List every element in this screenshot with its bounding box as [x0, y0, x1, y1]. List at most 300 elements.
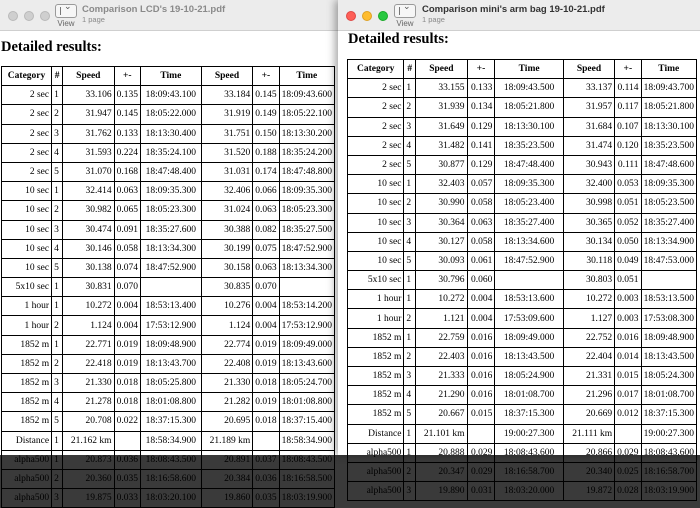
table-cell: 0.117 — [615, 98, 641, 117]
table-cell: 18:47:52.900 — [279, 239, 334, 258]
table-row — [2, 450, 335, 469]
table-cell: 0.036 — [253, 469, 279, 488]
table-cell: 18:37:15.300 — [140, 412, 201, 431]
table-cell: 0.037 — [253, 450, 279, 469]
page-heading: Detailed results: — [348, 31, 449, 47]
table-cell: 0.019 — [253, 354, 279, 373]
table-row — [2, 297, 335, 316]
table-cell: 18:35:24.100 — [140, 143, 201, 162]
column-header: # — [404, 60, 416, 79]
table-cell: 30.831 — [63, 278, 114, 297]
view-label: View — [396, 19, 414, 28]
table-cell: 30.138 — [63, 258, 114, 277]
table-cell: 0.150 — [253, 124, 279, 143]
table-cell: 0.141 — [467, 136, 495, 155]
table-cell: 0.016 — [467, 386, 495, 405]
table-cell: 2 sec — [348, 155, 404, 174]
table-cell: 18:09:43.700 — [641, 79, 696, 98]
table-cell: 19:00:27.300 — [495, 424, 564, 443]
table-cell: 4 — [404, 136, 416, 155]
table-row — [2, 220, 335, 239]
table-cell: 18:13:43.500 — [495, 347, 564, 366]
column-header: +- — [114, 67, 140, 86]
table-row — [348, 175, 697, 194]
table-cell: 18:13:34.300 — [279, 258, 334, 277]
table-cell: 18:37:15.400 — [279, 412, 334, 431]
table-row — [348, 462, 697, 481]
table-cell: 18:01:08.700 — [641, 386, 696, 405]
table-cell: 1 hour — [348, 309, 404, 328]
table-cell: 0.120 — [615, 136, 641, 155]
table-row — [348, 98, 697, 117]
table-cell: 1852 m — [348, 328, 404, 347]
table-cell: 18:58:34.900 — [279, 431, 334, 450]
table-cell: 5 — [404, 155, 416, 174]
table-cell: 18:01:08.800 — [140, 393, 201, 412]
table-cell: 1 — [52, 431, 63, 450]
table-cell: 18:47:53.000 — [641, 251, 696, 270]
table-cell: 1 — [404, 271, 416, 290]
window-controls — [346, 11, 388, 21]
table-cell: 3 — [404, 482, 416, 501]
table-cell: 10 sec — [2, 258, 52, 277]
table-cell: 20.667 — [416, 405, 467, 424]
table-cell: 18:16:58.500 — [279, 469, 334, 488]
table-cell: 22.403 — [416, 347, 467, 366]
table-cell: 10 sec — [2, 201, 52, 220]
page-heading: Detailed results: — [1, 39, 102, 55]
table-cell: 18:35:27.600 — [140, 220, 201, 239]
table-cell: 18:13:43.600 — [279, 354, 334, 373]
results-table — [1, 66, 335, 508]
table-cell: 10 sec — [2, 220, 52, 239]
table-cell: 18:08:43.600 — [641, 443, 696, 462]
table-cell: 2 sec — [348, 79, 404, 98]
table-cell: 33.137 — [563, 79, 614, 98]
table-cell: 1 — [52, 86, 63, 105]
table-row — [348, 136, 697, 155]
table-cell: 18:05:23.300 — [279, 201, 334, 220]
table-cell: 30.943 — [563, 155, 614, 174]
table-cell: 2 sec — [2, 124, 52, 143]
table-row — [348, 290, 697, 309]
table-cell: 3 — [52, 374, 63, 393]
table-cell: 18:53:14.200 — [279, 297, 334, 316]
table-cell: 1 hour — [2, 316, 52, 335]
table-cell: 33.184 — [201, 86, 252, 105]
table-cell: 10.276 — [201, 297, 252, 316]
table-cell: 0.022 — [114, 412, 140, 431]
table-cell: 22.408 — [201, 354, 252, 373]
table-cell: 2 — [52, 316, 63, 335]
table-row — [348, 271, 697, 290]
table-cell: 10 sec — [348, 194, 404, 213]
table-cell: 0.133 — [114, 124, 140, 143]
table-row — [348, 367, 697, 386]
table-cell: 18:09:35.300 — [279, 182, 334, 201]
table-cell: 18:08:43.500 — [279, 450, 334, 469]
table-cell: 18:47:48.400 — [495, 155, 564, 174]
column-header: +- — [615, 60, 641, 79]
table-row — [348, 79, 697, 98]
table-cell: 17:53:08.300 — [641, 309, 696, 328]
table-cell: 0.060 — [467, 271, 495, 290]
table-cell: 2 — [404, 194, 416, 213]
table-cell: 0.145 — [253, 86, 279, 105]
table-cell: 10 sec — [348, 175, 404, 194]
table-cell: 1852 m — [2, 335, 52, 354]
table-cell: 1 — [52, 182, 63, 201]
table-cell: 0.018 — [253, 374, 279, 393]
table-cell: 18:13:30.400 — [140, 124, 201, 143]
table-cell: 21.330 — [201, 374, 252, 393]
table-cell: 21.330 — [63, 374, 114, 393]
table-cell: 3 — [52, 220, 63, 239]
column-header: Time — [495, 60, 564, 79]
table-cell: 0.049 — [615, 251, 641, 270]
table-cell: 0.016 — [615, 328, 641, 347]
table-cell: 10.272 — [416, 290, 467, 309]
table-cell: 18:35:27.500 — [279, 220, 334, 239]
table-cell: 21.331 — [563, 367, 614, 386]
table-cell: 0.075 — [253, 239, 279, 258]
table-cell: 1852 m — [348, 347, 404, 366]
table-cell: 1 — [52, 297, 63, 316]
table-cell: 1852 m — [2, 393, 52, 412]
table-cell: 18:03:20.000 — [495, 482, 564, 501]
table-cell: 18:01:08.700 — [495, 386, 564, 405]
table-cell: 30.474 — [63, 220, 114, 239]
table-cell: 10 sec — [2, 239, 52, 258]
table-cell: 0.016 — [467, 367, 495, 386]
table-cell: 21.278 — [63, 393, 114, 412]
table-cell: 0.016 — [467, 328, 495, 347]
table-row — [2, 201, 335, 220]
table-cell: 21.296 — [563, 386, 614, 405]
table-cell: 0.133 — [467, 79, 495, 98]
table-cell — [114, 431, 140, 450]
table-cell: 5 — [52, 412, 63, 431]
table-cell: 18:03:19.900 — [641, 482, 696, 501]
table-cell: 10.272 — [63, 297, 114, 316]
table-cell: 0.004 — [467, 309, 495, 328]
table-cell: 0.074 — [114, 258, 140, 277]
table-cell: 30.118 — [563, 251, 614, 270]
table-cell: 10.272 — [563, 290, 614, 309]
table-cell: 0.111 — [615, 155, 641, 174]
table-cell: 18:05:21.800 — [641, 98, 696, 117]
table-cell: 31.751 — [201, 124, 252, 143]
column-header: Speed — [63, 67, 114, 86]
table-cell: 18:05:23.500 — [641, 194, 696, 213]
table-cell: 1 — [404, 79, 416, 98]
table-cell: 20.384 — [201, 469, 252, 488]
table-cell: 1852 m — [348, 367, 404, 386]
table-cell: 2 sec — [2, 86, 52, 105]
page-count: 1 page — [422, 15, 445, 24]
minimize-window-button[interactable] — [362, 11, 372, 21]
document-title: Comparison mini's arm bag 19-10-21.pdf — [422, 4, 605, 15]
title-bar[interactable] — [338, 0, 700, 31]
table-cell: 0.058 — [467, 232, 495, 251]
table-cell: 18:05:24.700 — [279, 374, 334, 393]
table-cell: 1 hour — [348, 290, 404, 309]
table-cell: 0.058 — [114, 239, 140, 258]
table-cell: Distance — [348, 424, 404, 443]
table-cell: 30.364 — [416, 213, 467, 232]
table-cell: 3 — [404, 213, 416, 232]
table-cell: 21.282 — [201, 393, 252, 412]
table-cell: alpha500 — [348, 443, 404, 462]
table-cell: 30.803 — [563, 271, 614, 290]
table-row — [2, 469, 335, 488]
table-cell: 20.888 — [416, 443, 467, 462]
table-cell — [495, 271, 564, 290]
table-cell: 0.019 — [253, 335, 279, 354]
table-cell: 10 sec — [348, 213, 404, 232]
table-cell: 0.015 — [467, 405, 495, 424]
table-cell: 21.290 — [416, 386, 467, 405]
table-row — [348, 117, 697, 136]
table-row — [2, 143, 335, 162]
column-header: Category — [2, 67, 52, 86]
table-cell: 33.155 — [416, 79, 467, 98]
table-cell: 5x10 sec — [348, 271, 404, 290]
column-header: Speed — [416, 60, 467, 79]
table-cell: 18:37:15.300 — [641, 405, 696, 424]
table-cell: alpha500 — [2, 489, 52, 508]
table-cell: 31.939 — [416, 98, 467, 117]
document-title-block — [82, 4, 225, 24]
table-cell: 1852 m — [2, 374, 52, 393]
column-header: Time — [641, 60, 696, 79]
table-cell: 17:53:12.900 — [279, 316, 334, 335]
table-cell: 31.024 — [201, 201, 252, 220]
table-cell: 0.188 — [253, 143, 279, 162]
table-cell: 18:08:43.500 — [140, 450, 201, 469]
document-content[interactable] — [338, 31, 700, 497]
table-cell: 0.082 — [253, 220, 279, 239]
table-cell: 0.129 — [467, 155, 495, 174]
table-cell: 1852 m — [2, 412, 52, 431]
column-header: Category — [348, 60, 404, 79]
table-cell: Distance — [2, 431, 52, 450]
table-cell: 18:47:52.900 — [140, 258, 201, 277]
table-cell: 31.520 — [201, 143, 252, 162]
table-cell: 1 — [404, 424, 416, 443]
zoom-window-button[interactable] — [378, 11, 388, 21]
table-cell: 0.168 — [114, 162, 140, 181]
table-cell: 2 — [52, 201, 63, 220]
table-cell: 1852 m — [348, 405, 404, 424]
table-cell: 0.063 — [253, 258, 279, 277]
table-cell: 18:13:34.600 — [495, 232, 564, 251]
table-cell: 30.093 — [416, 251, 467, 270]
table-cell: 0.019 — [253, 393, 279, 412]
table-cell: 18:13:34.300 — [140, 239, 201, 258]
table-cell: 2 sec — [2, 143, 52, 162]
table-cell: 0.015 — [615, 367, 641, 386]
table-cell: 0.012 — [615, 405, 641, 424]
table-cell: 18:05:22.000 — [140, 105, 201, 124]
sidebar-toggle-icon — [394, 4, 416, 18]
table-cell: 22.418 — [63, 354, 114, 373]
table-row — [2, 393, 335, 412]
table-cell: 0.063 — [114, 182, 140, 201]
table-row — [2, 335, 335, 354]
minimize-window-button[interactable] — [24, 11, 34, 21]
table-cell: 18:05:22.100 — [279, 105, 334, 124]
table-cell: 18:35:27.400 — [495, 213, 564, 232]
table-cell: 18:58:34.900 — [140, 431, 201, 450]
table-cell: 0.019 — [114, 335, 140, 354]
table-cell: 18:37:15.300 — [495, 405, 564, 424]
table-cell: 0.035 — [114, 469, 140, 488]
table-cell: 18:09:43.100 — [140, 86, 201, 105]
table-cell: 30.388 — [201, 220, 252, 239]
table-cell: 0.129 — [467, 117, 495, 136]
table-cell: 18:35:23.500 — [495, 136, 564, 155]
table-cell: 1 — [404, 443, 416, 462]
table-row — [2, 489, 335, 508]
table-cell: 18:03:19.900 — [279, 489, 334, 508]
table-cell: 2 sec — [348, 98, 404, 117]
table-cell: 4 — [52, 143, 63, 162]
table-cell: 0.135 — [114, 86, 140, 105]
table-cell: 0.016 — [467, 347, 495, 366]
table-cell: 17:53:09.600 — [495, 309, 564, 328]
table-cell: 0.063 — [467, 213, 495, 232]
zoom-window-button[interactable] — [40, 11, 50, 21]
table-cell: 18:05:24.300 — [641, 367, 696, 386]
table-cell: 20.669 — [563, 405, 614, 424]
table-cell: 3 — [52, 124, 63, 143]
document-content[interactable] — [0, 31, 338, 504]
table-cell: 22.759 — [416, 328, 467, 347]
table-cell: 0.061 — [467, 251, 495, 270]
table-cell: 0.004 — [114, 297, 140, 316]
table-row — [2, 354, 335, 373]
table-cell: 1 — [404, 175, 416, 194]
table-cell: 0.018 — [114, 374, 140, 393]
table-cell: 18:09:48.900 — [641, 328, 696, 347]
table-cell: 31.593 — [63, 143, 114, 162]
table-row — [348, 443, 697, 462]
table-cell: 30.877 — [416, 155, 467, 174]
table-cell: 18:13:30.100 — [641, 117, 696, 136]
table-cell: 0.065 — [114, 201, 140, 220]
table-cell: 33.106 — [63, 86, 114, 105]
table-cell: 31.919 — [201, 105, 252, 124]
table-body — [348, 79, 697, 501]
table-cell: 18:05:23.400 — [495, 194, 564, 213]
table-cell: 30.998 — [563, 194, 614, 213]
table-cell: 18:09:35.300 — [140, 182, 201, 201]
table-cell: 2 — [52, 354, 63, 373]
table-cell: 5 — [52, 162, 63, 181]
table-cell: 2 — [52, 469, 63, 488]
table-cell: 18:13:30.100 — [495, 117, 564, 136]
table-cell: 0.028 — [615, 482, 641, 501]
pdf-window-arm-bag[interactable] — [338, 0, 700, 497]
table-cell: 1.124 — [201, 316, 252, 335]
table-cell: 21.111 km — [563, 424, 614, 443]
table-cell: 0.114 — [615, 79, 641, 98]
table-row — [348, 251, 697, 270]
table-cell: 0.174 — [253, 162, 279, 181]
table-row — [348, 232, 697, 251]
table-cell: 22.404 — [563, 347, 614, 366]
table-cell — [279, 278, 334, 297]
table-cell: 21.162 km — [63, 431, 114, 450]
table-row — [348, 424, 697, 443]
table-cell: 0.063 — [253, 201, 279, 220]
table-cell: 30.158 — [201, 258, 252, 277]
table-row — [2, 431, 335, 450]
table-cell: 18:03:20.100 — [140, 489, 201, 508]
table-body — [2, 86, 335, 508]
table-header — [2, 67, 335, 86]
title-bar[interactable] — [0, 0, 338, 31]
table-cell: 5 — [404, 405, 416, 424]
table-cell: 0.029 — [467, 443, 495, 462]
close-window-button[interactable] — [8, 11, 18, 21]
pdf-window-lcd[interactable] — [0, 0, 338, 504]
table-cell: 18:53:13.400 — [140, 297, 201, 316]
table-cell: 30.365 — [563, 213, 614, 232]
table-row — [348, 155, 697, 174]
table-cell: 2 — [404, 98, 416, 117]
table-cell: 20.340 — [563, 462, 614, 481]
table-cell: 17:53:12.900 — [140, 316, 201, 335]
table-cell: 18:09:43.500 — [495, 79, 564, 98]
table-cell: 3 — [52, 489, 63, 508]
table-cell: 1 — [404, 290, 416, 309]
table-row — [2, 86, 335, 105]
table-row — [348, 482, 697, 501]
table-cell: 18:35:23.500 — [641, 136, 696, 155]
table-cell — [140, 278, 201, 297]
table-cell: 0.003 — [615, 309, 641, 328]
table-cell: 0.035 — [253, 489, 279, 508]
table-cell: 19.872 — [563, 482, 614, 501]
close-window-button[interactable] — [346, 11, 356, 21]
table-cell: alpha500 — [348, 482, 404, 501]
table-cell: 22.771 — [63, 335, 114, 354]
table-cell: 0.149 — [253, 105, 279, 124]
table-row — [2, 258, 335, 277]
column-header: Time — [140, 67, 201, 86]
table-cell: 20.891 — [201, 450, 252, 469]
table-cell: 19:00:27.300 — [641, 424, 696, 443]
table-cell: 0.025 — [615, 462, 641, 481]
table-cell: 0.057 — [467, 175, 495, 194]
table-row — [2, 162, 335, 181]
page-count: 1 page — [82, 15, 105, 24]
table-cell: 4 — [404, 386, 416, 405]
table-cell: 18:05:21.800 — [495, 98, 564, 117]
table-cell: 18:35:24.200 — [279, 143, 334, 162]
table-row — [348, 405, 697, 424]
table-cell: 0.004 — [114, 316, 140, 335]
view-menu-button[interactable] — [53, 4, 79, 28]
table-cell: 18:05:24.900 — [495, 367, 564, 386]
table-cell: 20.695 — [201, 412, 252, 431]
table-cell: 18:13:30.200 — [279, 124, 334, 143]
table-cell — [467, 424, 495, 443]
view-menu-button[interactable] — [392, 4, 418, 28]
table-cell: 0.050 — [615, 232, 641, 251]
